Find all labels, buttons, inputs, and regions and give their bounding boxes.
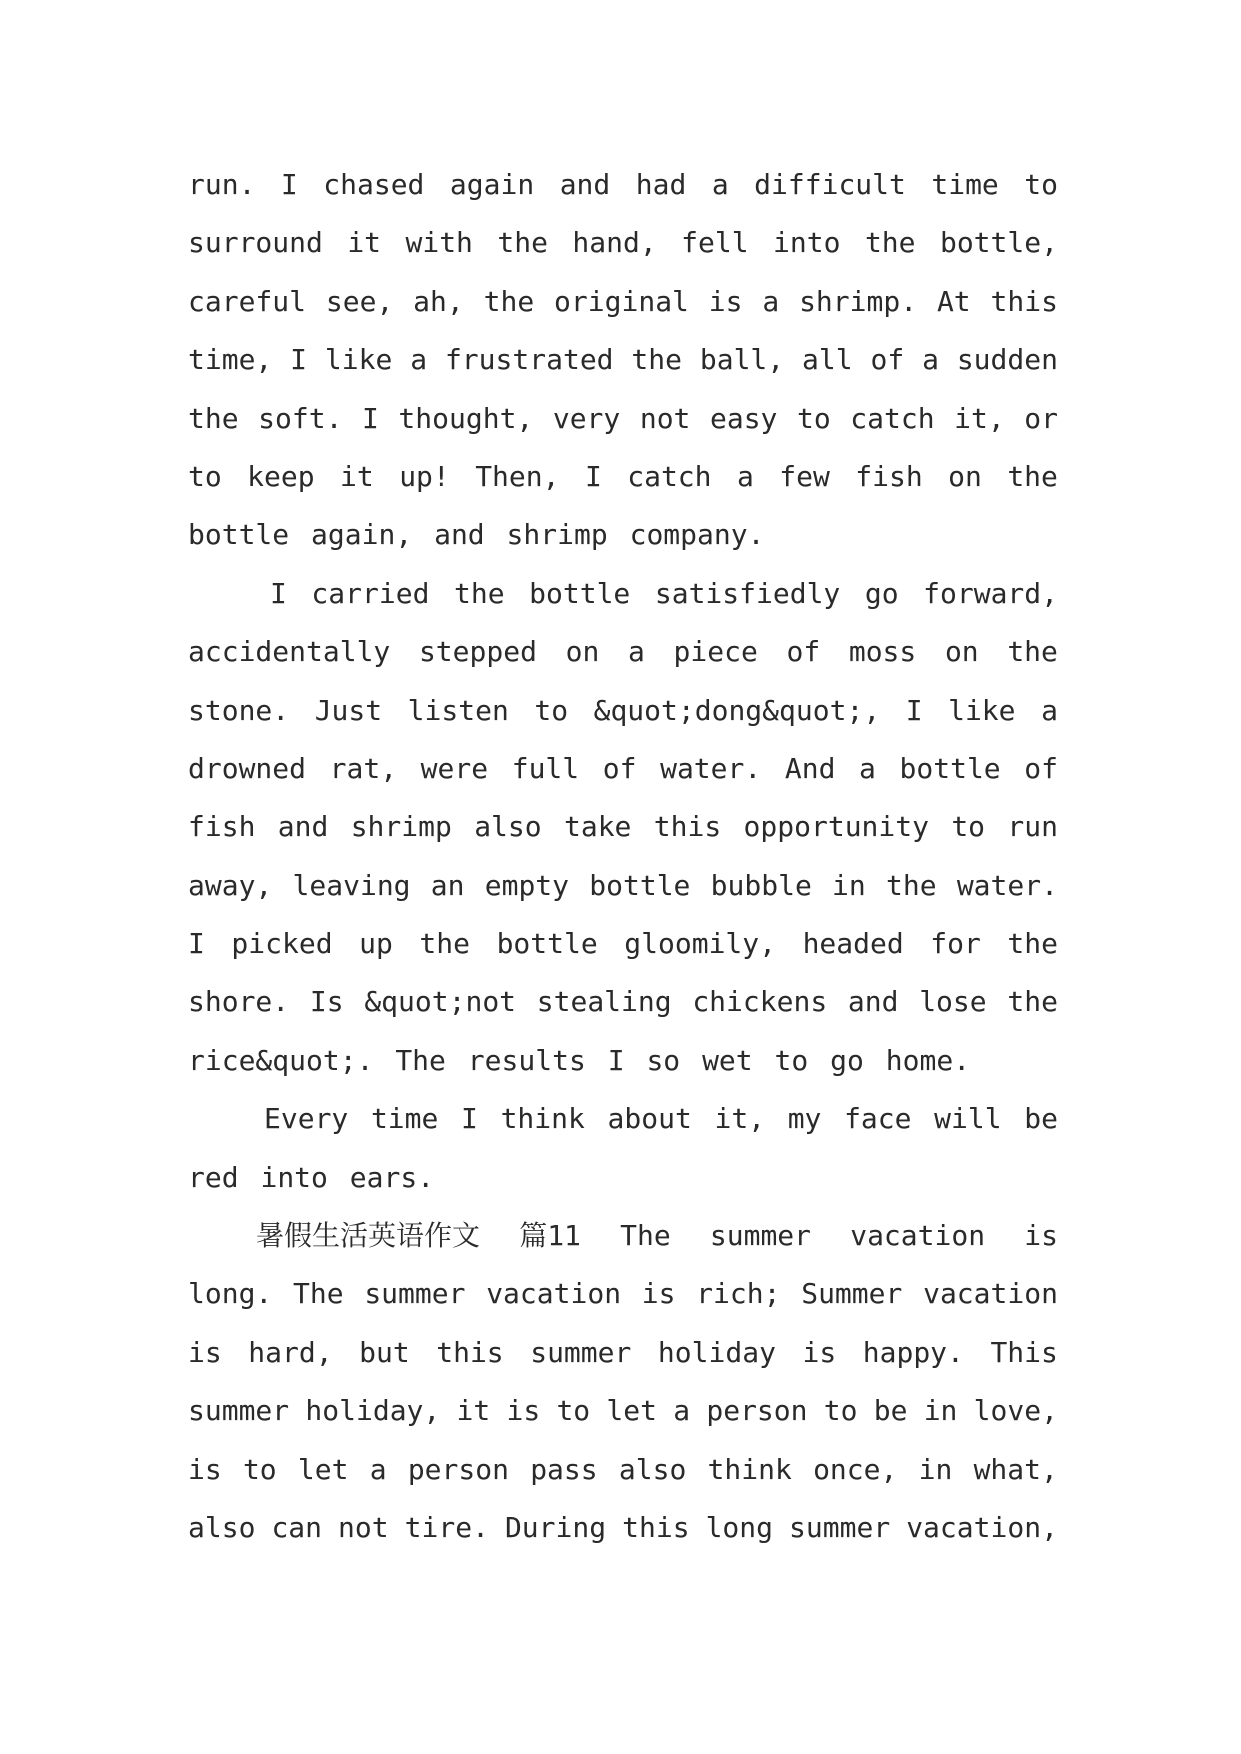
- text-line: surround it with the hand, fell into the bottle,: [188, 226, 1058, 260]
- text-line: rice&quot;. The results I so wet to go home.: [188, 1043, 971, 1077]
- text-line: bottle again, and shrimp company.: [188, 518, 765, 552]
- text-line: run. I chased again and had a difficult time to: [188, 168, 1058, 201]
- body-text: [188, 156, 1058, 1557]
- text-line: accidentally stepped on a piece of moss on the: [188, 635, 1058, 669]
- text-line: to keep it up! Then, I catch a few fish on the: [188, 459, 1058, 493]
- text-line: the soft. I thought, very not easy to catch it, or: [188, 401, 1058, 435]
- text-line: red into ears.: [188, 1160, 435, 1194]
- text-line: is to let a person pass also think once, in what,: [188, 1452, 1058, 1486]
- text-line: is hard, but this summer holiday is happy. This: [188, 1335, 1058, 1369]
- text-line: stone. Just listen to &quot;dong&quot;, I like a: [188, 693, 1058, 727]
- text-line: Every time I think about it, my face will be: [264, 1102, 1058, 1136]
- text-line: long. The summer vacation is rich; Summer vacation: [188, 1277, 1058, 1311]
- text-line: shore. Is &quot;not stealing chickens and lose the: [188, 985, 1058, 1019]
- text-line: I carried the bottle satisfiedly go forward,: [270, 576, 1058, 610]
- text-line: fish and shrimp also take this opportunity to run: [188, 810, 1058, 844]
- text-line: careful see, ah, the original is a shrimp. At this: [188, 284, 1058, 318]
- text-line: away, leaving an empty bottle bubble in the water.: [188, 868, 1058, 902]
- text-line: summer holiday, it is to let a person to be in love,: [188, 1394, 1058, 1428]
- text-line: I picked up the bottle gloomily, headed for the: [188, 927, 1058, 961]
- text-line: also can not tire. During this long summer vacation,: [188, 1510, 1058, 1544]
- text-line: drowned rat, were full of water. And a bottle of: [188, 751, 1058, 785]
- text-line: 暑假生活英语作文 篇11 The summer vacation is: [256, 1219, 1058, 1253]
- text-line: time, I like a frustrated the ball, all of a sudden: [188, 343, 1058, 377]
